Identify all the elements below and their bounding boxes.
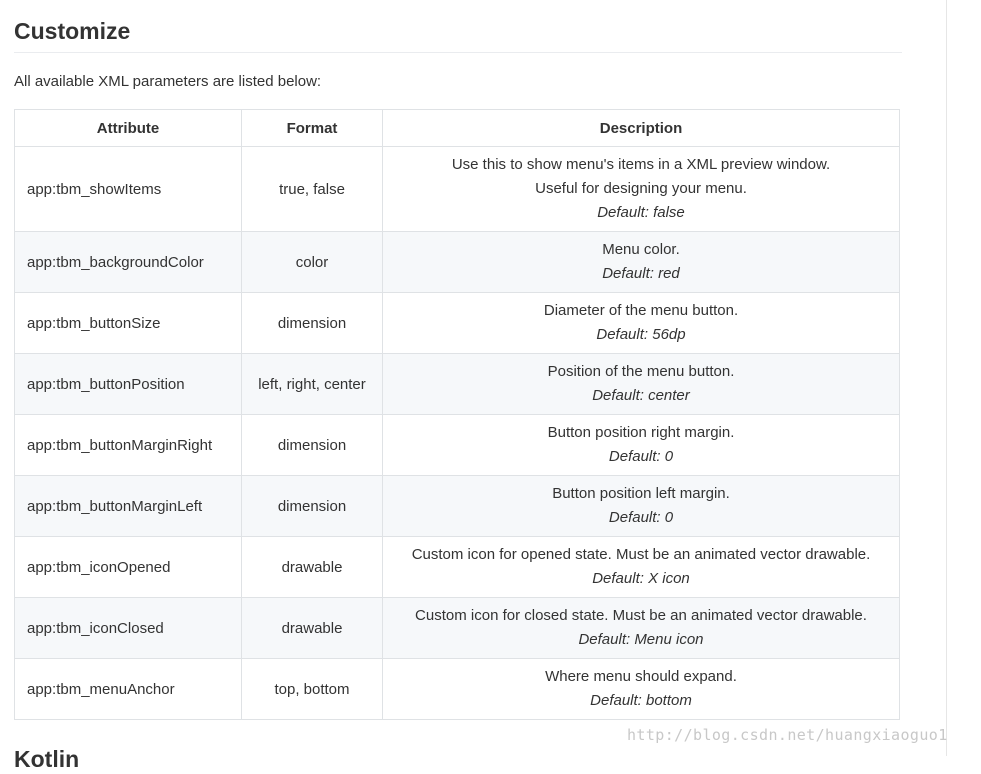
default-value: Default: red: [602, 265, 680, 282]
main-content: [14, 0, 900, 709]
description-text: Menu color.: [602, 241, 680, 258]
section-title: Customize: [14, 0, 902, 53]
default-value: Default: Menu icon: [578, 631, 704, 648]
table-row: [15, 354, 900, 415]
cell-attribute: app:tbm_buttonMarginLeft: [15, 476, 242, 537]
cell-attribute: app:tbm_buttonMarginRight: [15, 415, 242, 476]
cell-attribute: app:tbm_iconClosed: [15, 598, 242, 659]
description-text: Useful for designing your menu.: [535, 180, 747, 197]
cell-attribute: app:tbm_menuAnchor: [15, 659, 242, 720]
description-text: Use this to show menu's items in a XML preview window.: [451, 156, 831, 173]
header-attribute: Attribute: [15, 110, 242, 147]
cell-description: [383, 232, 900, 293]
cell-description: [383, 147, 900, 232]
cell-format: dimension: [242, 476, 383, 537]
cell-format: dimension: [242, 415, 383, 476]
default-value: Default: 0: [608, 509, 674, 526]
next-section-title: Kotlin: [14, 746, 80, 772]
cell-description: [383, 354, 900, 415]
default-value: Default: X icon: [592, 570, 690, 587]
cell-attribute: app:tbm_backgroundColor: [15, 232, 242, 293]
cell-description: [383, 537, 900, 598]
cell-description: [383, 659, 900, 720]
description-text: Diameter of the menu button.: [543, 302, 739, 319]
cell-attribute: app:tbm_buttonSize: [15, 293, 242, 354]
description-text: Button position left margin.: [552, 485, 730, 502]
cell-format: dimension: [242, 293, 383, 354]
cell-description: [383, 598, 900, 659]
cell-format: left, right, center: [242, 354, 383, 415]
table-row: [15, 232, 900, 293]
table-row: [15, 537, 900, 598]
table-row: [15, 293, 900, 354]
cell-description: [383, 415, 900, 476]
default-value: Default: center: [592, 387, 690, 404]
cell-description: [383, 293, 900, 354]
default-value: Default: 0: [608, 448, 674, 465]
cell-attribute: app:tbm_showItems: [15, 147, 242, 232]
default-value: Default: false: [597, 204, 685, 221]
default-value: Default: 56dp: [596, 326, 686, 343]
table-row: [15, 415, 900, 476]
table-header-row: [15, 110, 900, 147]
description-text: Position of the menu button.: [547, 363, 735, 380]
description-text: Custom icon for opened state. Must be an animated vector drawable.: [411, 546, 871, 563]
cell-format: color: [242, 232, 383, 293]
table-row: [15, 598, 900, 659]
cell-format: true, false: [242, 147, 383, 232]
cell-attribute: app:tbm_buttonPosition: [15, 354, 242, 415]
cell-format: drawable: [242, 598, 383, 659]
table-row: [15, 476, 900, 537]
sidebar-divider: [946, 0, 947, 756]
header-format: Format: [242, 110, 383, 147]
cell-attribute: app:tbm_iconOpened: [15, 537, 242, 598]
intro-text: All available XML parameters are listed below:: [14, 73, 322, 90]
table-row: [15, 659, 900, 720]
header-description: Description: [383, 110, 900, 147]
description-text: Where menu should expand.: [545, 668, 737, 685]
description-text: Button position right margin.: [547, 424, 735, 441]
description-text: Custom icon for closed state. Must be an animated vector drawable.: [415, 607, 867, 624]
watermark-url: http://blog.csdn.net/huangxiaoguo1: [627, 726, 948, 744]
cell-format: top, bottom: [242, 659, 383, 720]
table-body: [15, 147, 900, 720]
parameters-table: [14, 109, 900, 720]
cell-description: [383, 476, 900, 537]
table-row: [15, 147, 900, 232]
default-value: Default: bottom: [590, 692, 692, 709]
cell-format: drawable: [242, 537, 383, 598]
